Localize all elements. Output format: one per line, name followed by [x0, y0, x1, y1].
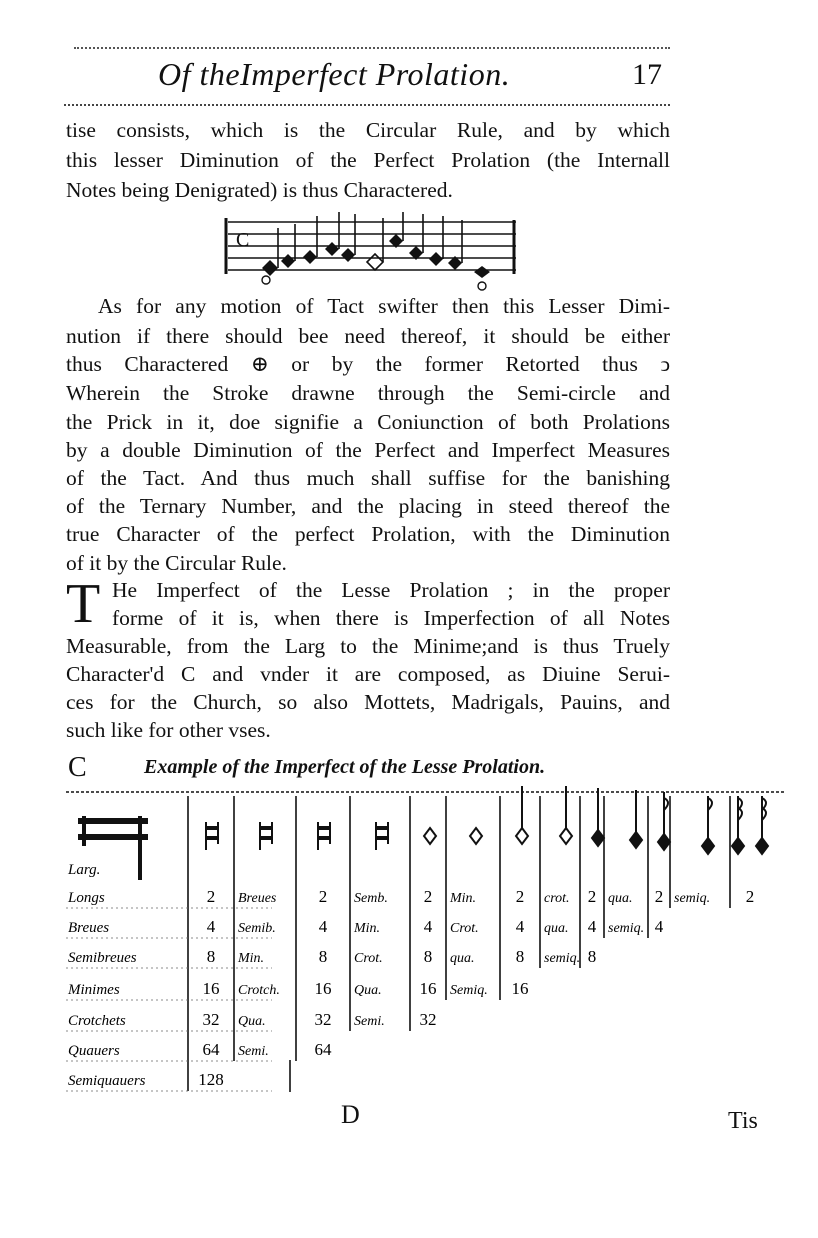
table-cell: Semi.: [354, 1014, 385, 1029]
table-cell: 16: [314, 979, 332, 998]
table-cell: 4: [318, 917, 328, 936]
text-line: thus Charactered ⊕ or by the former Retorted thus ↄ: [66, 352, 670, 376]
table-cell: 4: [423, 917, 433, 936]
breue-note-icon: [260, 826, 272, 830]
table-cell: 2: [745, 887, 755, 906]
table-cell: Semiq.: [450, 983, 488, 998]
table-cell: 2: [587, 887, 597, 906]
minime-note-icon: [516, 828, 528, 844]
table-cell: 4: [587, 917, 597, 936]
semiquauer-note-icon: [756, 838, 768, 854]
row-label: Longs: [68, 890, 105, 906]
text-line: tise consists, which is the Circular Rule, and by which: [66, 118, 670, 142]
text-line: forme of it is, when there is Imperfection of all Notes: [112, 606, 670, 630]
table-cell: 64: [314, 1040, 332, 1059]
table-cell: 32: [419, 1010, 437, 1029]
text-line: He Imperfect of the Lesse Prolation ; in the proper: [112, 578, 670, 602]
table-cell: 2: [654, 887, 664, 906]
table-cell: 16: [202, 979, 220, 998]
semiquauer-note-icon: [732, 838, 744, 854]
running-title: Of theImperfect Prolation.: [158, 56, 511, 92]
table-cell: 64: [202, 1040, 220, 1059]
minime-note-icon: [560, 828, 572, 844]
crotchet-note-icon: [592, 830, 604, 846]
table-cell: 2: [206, 887, 216, 906]
text-line: the Prick in it, doe signifie a Coniunction of both Prolations: [66, 410, 670, 434]
row-label: Larg.: [68, 862, 101, 878]
table-cell: Qua.: [354, 983, 382, 998]
table-cell: Semb.: [354, 891, 388, 906]
text-line: true Character of the perfect Prolation, with the Diminution: [66, 522, 670, 546]
table-cell: Breues: [238, 891, 277, 906]
row-label: Semiquauers: [68, 1073, 146, 1089]
text-line: As for any motion of Tact swifter then this Lesser Dimi-: [98, 294, 670, 318]
table-cell: 8: [515, 947, 525, 966]
catchword: Tis: [728, 1108, 758, 1134]
svg-text:C: C: [236, 229, 250, 251]
quauer-note-icon: [702, 838, 714, 854]
table-cell: qua.: [544, 921, 569, 936]
table-cell: 2: [318, 887, 328, 906]
row-label: Breues: [68, 920, 110, 936]
text-line: by a double Diminution of the Perfect and Imperfect Measures: [66, 438, 670, 462]
table-cell: 2: [515, 887, 525, 906]
table-cell: semiq.: [674, 891, 711, 906]
signature-mark: D: [341, 1100, 360, 1129]
text-line: of the Ternary Number, and the placing in steed thereof the: [66, 494, 670, 518]
table-cell: Semib.: [238, 921, 276, 936]
text-line: of the Tact. And thus much shall suffise for the banishing: [66, 466, 670, 490]
text-line: this lesser Diminution of the Perfect Prolation (the Internall: [66, 148, 670, 172]
quauer-note-icon: [658, 834, 670, 850]
text-line: of it by the Circular Rule.: [66, 551, 287, 575]
table-cell: 4: [515, 917, 525, 936]
table-cell: Min.: [450, 891, 477, 906]
table-cell: 8: [587, 947, 597, 966]
table-cell: Min.: [354, 921, 381, 936]
text-line: such like for other vses.: [66, 718, 271, 742]
breue-note-icon: [376, 826, 388, 830]
row-label: Quauers: [68, 1043, 120, 1059]
text-line: ces for the Church, so also Mottets, Madrigals, Pauins, and: [66, 690, 670, 714]
table-cell: Crot.: [450, 921, 479, 936]
table-cell: qua.: [608, 891, 633, 906]
text-line: Wherein the Stroke drawne through the Semi-circle and: [66, 381, 670, 405]
table-cell: 32: [202, 1010, 220, 1029]
page-number: 17: [632, 58, 662, 91]
table-cell: qua.: [450, 951, 475, 966]
table-cell: semiq.: [608, 921, 645, 936]
table-cell: Qua.: [238, 1014, 266, 1029]
semibreue-note-icon: [424, 828, 436, 844]
text-line: Character'd C and vnder it are composed, as Diuine Serui-: [66, 662, 670, 686]
row-label: Crotchets: [68, 1013, 126, 1029]
table-cell: 4: [206, 917, 216, 936]
breue-note-icon: [206, 826, 218, 830]
row-label: Semibreues: [68, 950, 137, 966]
larg-note-icon: [78, 834, 148, 840]
example-title: Example of the Imperfect of the Lesse Prolation.: [144, 756, 546, 778]
table-cell: crot.: [544, 891, 570, 906]
larg-note-icon: [78, 818, 148, 824]
table-cell: 8: [318, 947, 328, 966]
breue-note-icon: [318, 826, 330, 830]
table-cell: Crot.: [354, 951, 383, 966]
text-line: Notes being Denigrated) is thus Charactered.: [66, 178, 453, 202]
table-cell: semiq.: [544, 951, 581, 966]
text-line: nution if there should bee need thereof, it should be either: [66, 324, 670, 348]
table-cell: 128: [198, 1070, 224, 1089]
table-cell: 8: [206, 947, 216, 966]
table-cell: 32: [314, 1010, 332, 1029]
semibreue-note-icon: [470, 828, 482, 844]
mensuration-sign: C: [68, 752, 87, 783]
table-cell: 4: [654, 917, 664, 936]
table-cell: 8: [423, 947, 433, 966]
table-cell: Crotch.: [238, 983, 280, 998]
text-line: Measurable, from the Larg to the Minime;and is thus Truely: [66, 634, 670, 658]
table-cell: Min.: [238, 951, 265, 966]
drop-cap: T: [66, 573, 101, 635]
table-cell: Semi.: [238, 1044, 269, 1059]
table-cell: 16: [419, 979, 437, 998]
row-label: Minimes: [68, 982, 120, 998]
table-cell: 16: [511, 979, 529, 998]
table-cell: 2: [423, 887, 433, 906]
crotchet-note-icon: [630, 832, 642, 848]
